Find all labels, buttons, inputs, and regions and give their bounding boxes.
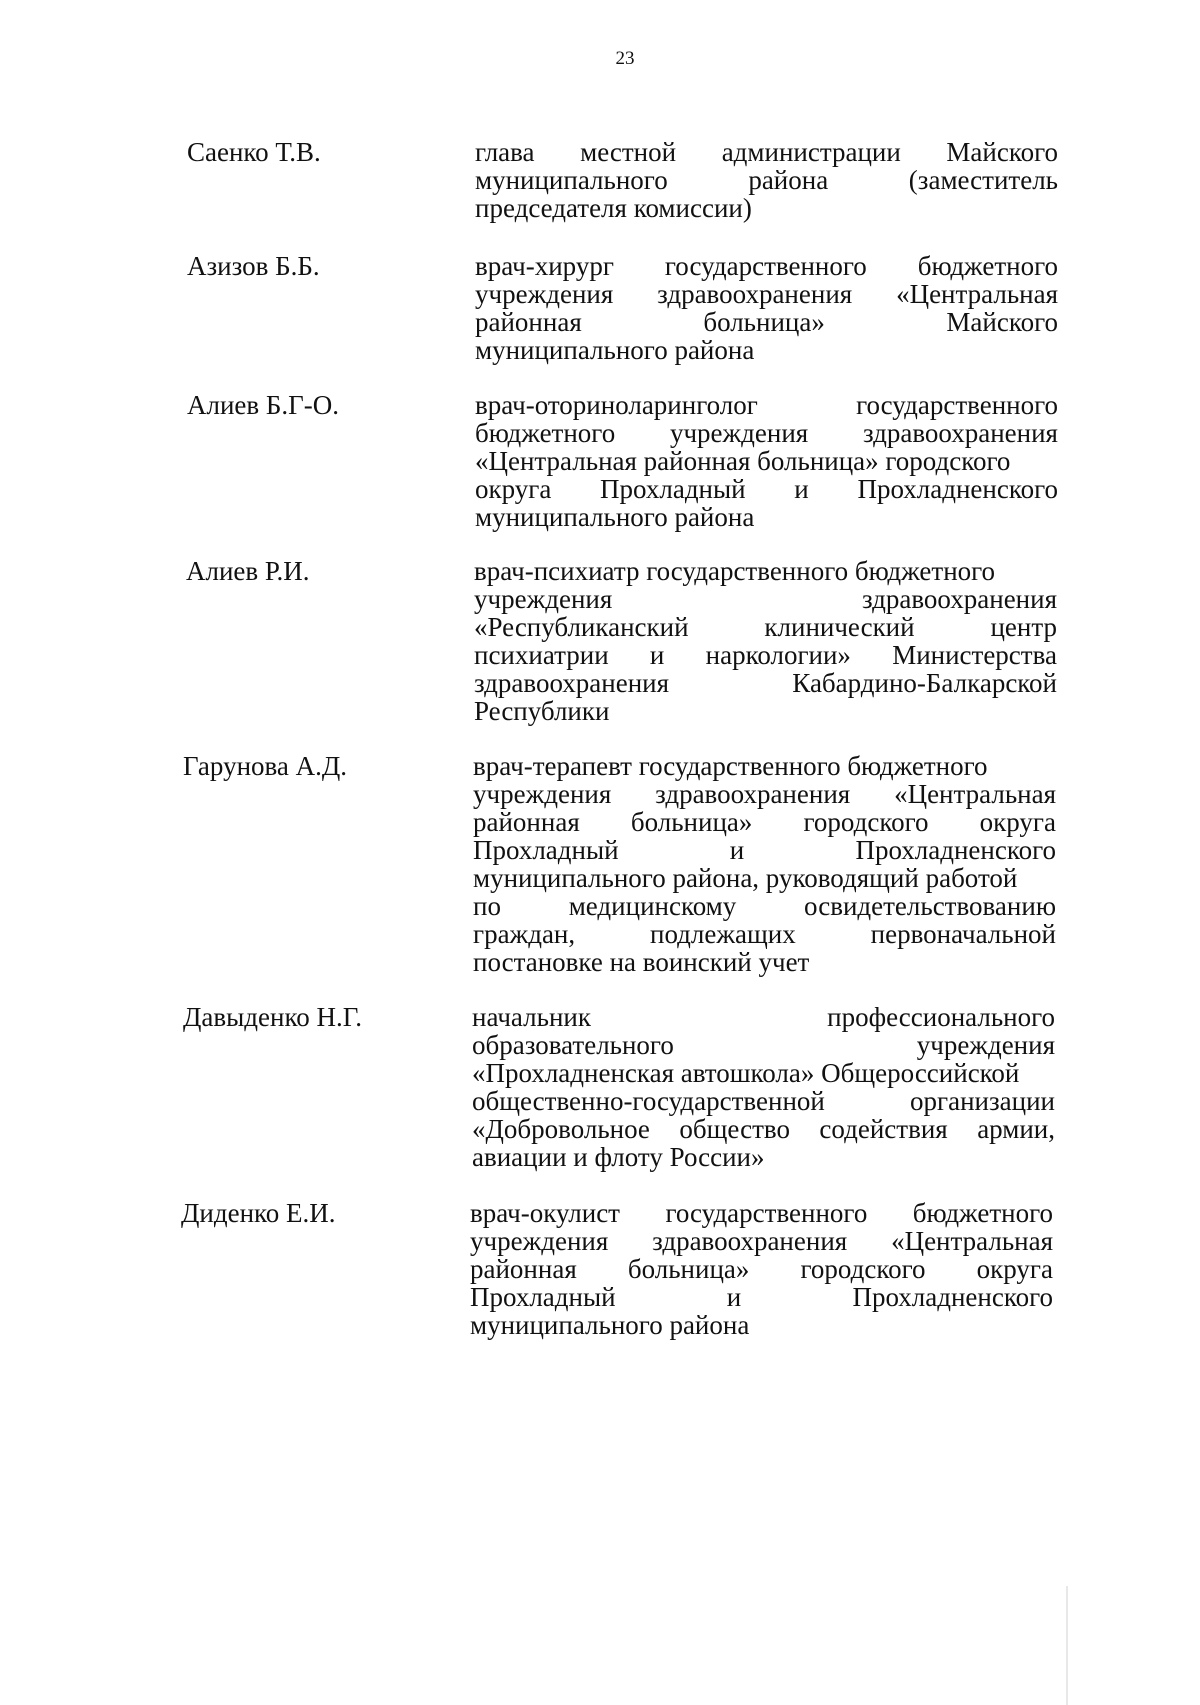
role-word: муниципального района <box>475 335 755 365</box>
role-word: учреждения <box>470 1226 609 1256</box>
role-word: «Центральная <box>896 279 1058 309</box>
role-word: здравоохранения <box>657 279 853 309</box>
role-word: врач-оториноларинголог <box>475 390 758 420</box>
role-line <box>472 1059 1055 1087</box>
role-line <box>474 697 1057 725</box>
role-line <box>473 948 1056 976</box>
role-word: организации <box>910 1086 1055 1116</box>
role-line <box>473 808 1056 836</box>
role-word: авиации и флоту России» <box>472 1142 765 1172</box>
role-word: общество <box>679 1114 790 1144</box>
role-word: «Республиканский <box>474 612 689 642</box>
role-line <box>470 1199 1053 1227</box>
role-line <box>473 920 1056 948</box>
role-word: врач-терапевт государственного бюджетного <box>473 751 988 781</box>
role-word: первоначальной <box>870 919 1056 949</box>
role-word: здравоохранения <box>655 779 851 809</box>
role-word: «Центральная районная больница» городского <box>475 446 1011 476</box>
role-word: Прохладненского <box>852 1282 1053 1312</box>
role-word: профессионального <box>827 1002 1055 1032</box>
role-word: наркологии» <box>705 640 851 670</box>
role-word: «Прохладненская автошкола» Общероссийской <box>472 1058 1020 1088</box>
member-role <box>473 752 1056 976</box>
role-word: Прохладненского <box>857 474 1058 504</box>
role-word: бюджетного <box>912 1198 1053 1228</box>
role-word: подлежащих <box>650 919 796 949</box>
role-word: районная <box>470 1254 577 1284</box>
member-role <box>475 252 1058 364</box>
role-word: больница» <box>627 1254 750 1284</box>
role-word: Республики <box>474 696 610 726</box>
role-word: бюджетного <box>917 251 1058 281</box>
role-word: образовательного <box>472 1030 674 1060</box>
role-word: учреждения <box>474 584 613 614</box>
role-line <box>473 892 1056 920</box>
member-name: Диденко Е.И. <box>181 1198 336 1228</box>
role-line <box>472 1143 1055 1171</box>
role-word: округа <box>976 1254 1053 1284</box>
role-word: и <box>794 474 809 504</box>
role-word: муниципального <box>475 165 668 195</box>
role-line <box>472 1031 1055 1059</box>
role-line <box>470 1255 1053 1283</box>
role-line <box>475 280 1058 308</box>
member-role <box>475 391 1058 531</box>
role-word: учреждения <box>475 279 614 309</box>
role-word: учреждения <box>473 779 612 809</box>
role-word: Прохладный <box>600 474 746 504</box>
role-word: освидетельствованию <box>804 891 1056 921</box>
role-word: (заместитель <box>908 165 1058 195</box>
role-line <box>473 780 1056 808</box>
scan-edge-mark <box>1066 1586 1068 1705</box>
member-role <box>474 557 1057 725</box>
role-word: районная <box>475 307 582 337</box>
role-line <box>475 138 1058 166</box>
role-word: местной <box>580 137 677 167</box>
role-line <box>474 585 1057 613</box>
role-word: округа <box>979 807 1056 837</box>
role-word: общественно-государственной <box>472 1086 825 1116</box>
role-word: Прохладненского <box>855 835 1056 865</box>
role-word: врач-окулист <box>470 1198 620 1228</box>
role-line <box>470 1283 1053 1311</box>
role-word: городского <box>800 1254 926 1284</box>
role-line <box>475 252 1058 280</box>
role-word: по <box>473 891 501 921</box>
member-role <box>475 138 1058 222</box>
member-name: Гарунова А.Д. <box>183 751 348 781</box>
role-word: государственного <box>664 251 867 281</box>
role-word: Майского <box>946 307 1058 337</box>
role-word: «Центральная <box>894 779 1056 809</box>
role-line <box>472 1003 1055 1031</box>
role-word: армии, <box>977 1114 1055 1144</box>
member-name: Азизов Б.Б. <box>187 251 320 281</box>
role-word: и <box>729 835 745 865</box>
role-word: больница» <box>630 807 753 837</box>
role-word: граждан, <box>473 919 576 949</box>
role-line <box>473 836 1056 864</box>
role-line <box>470 1311 1053 1339</box>
role-line <box>473 752 1056 780</box>
role-word: учреждения <box>669 418 809 448</box>
role-word: здравоохранения <box>861 584 1057 614</box>
role-line <box>475 419 1058 447</box>
role-line <box>475 447 1058 475</box>
role-word: Министерства <box>892 640 1057 670</box>
role-word: округа <box>475 474 552 504</box>
member-role <box>472 1003 1055 1171</box>
role-line <box>475 391 1058 419</box>
role-word: здравоохранения <box>652 1226 848 1256</box>
role-word: центр <box>990 612 1057 642</box>
role-word: районная <box>473 807 580 837</box>
role-word: больница» <box>703 307 825 337</box>
role-line <box>475 166 1058 194</box>
role-word: учреждения <box>916 1030 1055 1060</box>
role-line <box>474 669 1057 697</box>
role-word: медицинскому <box>568 891 737 921</box>
role-word: клинический <box>764 612 915 642</box>
role-line <box>474 641 1057 669</box>
role-line <box>472 1087 1055 1115</box>
role-word: городского <box>803 807 929 837</box>
role-word: бюджетного <box>475 418 616 448</box>
role-word: содействия <box>819 1114 948 1144</box>
role-word: администрации <box>721 137 901 167</box>
member-name: Алиев Б.Г-О. <box>187 390 340 420</box>
role-word: государственного <box>665 1198 868 1228</box>
role-word: района <box>748 165 829 195</box>
page-number: 23 <box>615 48 635 69</box>
role-line <box>470 1227 1053 1255</box>
role-word: начальник <box>472 1002 591 1032</box>
role-word: Прохладный <box>470 1282 616 1312</box>
role-word: врач-психиатр государственного бюджетного <box>474 556 996 586</box>
role-word: здравоохранения <box>474 668 670 698</box>
member-name: Саенко Т.В. <box>187 137 321 167</box>
role-line <box>472 1115 1055 1143</box>
role-word: и <box>726 1282 742 1312</box>
role-word: муниципального района <box>470 1310 750 1340</box>
role-line <box>475 475 1058 503</box>
role-line <box>473 864 1056 892</box>
member-role <box>470 1199 1053 1339</box>
role-word: муниципального района, руководящий работой <box>473 863 1018 893</box>
role-word: Прохладный <box>473 835 619 865</box>
role-word: муниципального района <box>475 502 755 532</box>
role-line <box>475 194 1058 222</box>
role-word: постановке на воинский учет <box>473 947 810 977</box>
role-word: здравоохранения <box>862 418 1058 448</box>
role-word: «Центральная <box>891 1226 1053 1256</box>
role-line <box>474 557 1057 585</box>
role-line <box>474 613 1057 641</box>
role-word: Кабардино-Балкарской <box>792 668 1057 698</box>
role-line <box>475 308 1058 336</box>
role-word: председателя комиссии) <box>475 193 752 223</box>
role-word: психиатрии <box>474 640 609 670</box>
role-word: государственного <box>856 390 1058 420</box>
role-word: «Добровольное <box>472 1114 650 1144</box>
member-name: Алиев Р.И. <box>186 556 310 586</box>
role-word: Майского <box>946 137 1058 167</box>
role-word: врач-хирург <box>475 251 614 281</box>
member-name: Давыденко Н.Г. <box>183 1002 363 1032</box>
role-word: и <box>649 640 665 670</box>
role-line <box>475 503 1058 531</box>
role-line <box>475 336 1058 364</box>
role-word: глава <box>475 137 535 167</box>
